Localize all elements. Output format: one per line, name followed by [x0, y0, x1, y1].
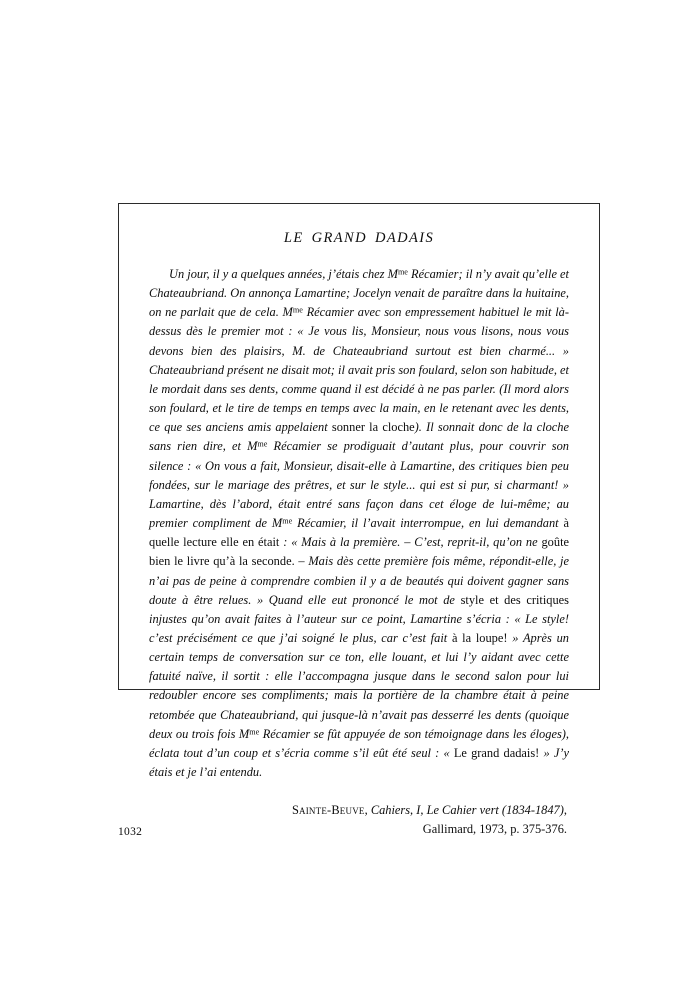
author-name-smallcaps: Sainte-Beuve [291, 803, 365, 818]
text-run-roman: , [563, 803, 567, 818]
excerpt-body-text [149, 265, 569, 782]
page-folio: 1032 [118, 826, 143, 838]
attribution-line [149, 820, 567, 839]
superscript-abbreviation: me [257, 439, 268, 449]
text-run-italic: C’est, reprit-il, qu’on ne [410, 535, 542, 550]
superscript-abbreviation: me [282, 516, 293, 526]
text-run-roman: , [364, 803, 371, 818]
text-run-roman: – [404, 535, 411, 550]
text-run-roman: Gallimard, 1973, p. 375-376. [422, 821, 567, 836]
text-run-roman: style et des critiques [460, 592, 569, 607]
text-run-roman: à la loupe! [451, 630, 508, 645]
text-run-italic: » Après un certain temps de conversation sur ce ton, elle louant, et lui l’y aidant avec cette fatuité naïve, il sortit : elle l’accompagna jusque dans le second salon pour lui redoubler encore ses compliments; mais la portière de la chambre était à peine retombée que Chateaubriand, qui jusque-là n’avait pas desserré les dents (quoique deux ou trois fois M [149, 630, 569, 741]
text-run-roman: à quelle lecture elle en était [149, 516, 569, 550]
text-run-italic: Récamier, il l’avait interrompue, en lui demandant [292, 516, 564, 531]
excerpt-title: LE GRAND DADAIS [283, 230, 435, 246]
excerpt-attribution [149, 801, 569, 838]
superscript-abbreviation: me [249, 727, 260, 737]
text-run-italic: » J’y étais et je l’ai entendu. [149, 745, 569, 780]
text-run-italic: Récamier; il n’y avait qu’elle et Chateaubriand. On annonça Lamartine; Jocelyn venait de paraître dans la huitaine, on ne parlait que de cela. M [149, 267, 569, 320]
text-run-italic: ). Il sonnait donc de la cloche sans rien dire, et M [149, 420, 569, 454]
text-run-italic: Récamier se fût appuyée de son témoignage dans les éloges), éclata tout d’un coup et s’écria comme s’il eût été seul : « [149, 726, 569, 760]
text-run-roman: Le grand dadais! [453, 745, 540, 760]
text-run-italic: Un jour, il y a quelques années, j’étais chez M [169, 267, 398, 281]
excerpt-frame-inner [119, 204, 599, 838]
attribution-line [149, 801, 567, 820]
superscript-abbreviation: me [292, 305, 303, 315]
superscript-abbreviation: me [397, 267, 408, 277]
text-run-italic: : « Mais à la première. [279, 535, 405, 550]
text-run-roman: sonner la cloche [331, 420, 415, 435]
text-run-italic: injustes qu’on avait faites à l’auteur sur ce point, Lamartine s’écria : « Le style! c’est précisément ce que j’ai soigné le plus, car c’est fait [149, 611, 569, 645]
text-run-roman: goûte bien le livre qu’à la seconde. [149, 535, 570, 569]
text-run-italic: Récamier se prodiguait d’autant plus, pour couvrir son silence : « On vous a fait, Monsieur, disait-elle à Lamartine, des critiques bien peu fondées, sur le mariage des prêtres, et sur le style... qui est si pur, si charmant! » Lamartine, dès l’abord, était entré sans façon dans cet éloge de lui-même; au premier compliment de M [149, 439, 570, 531]
text-run-italic: – Mais dès cette première fois même, répondit-elle, je n’ai pas de peine à comprendre combien il y a de beautés qui doivent gagner sans doute à être relues. » Quand elle eut prononcé le mot de [149, 554, 569, 607]
text-run-italic: Récamier avec son empressement habituel le mit là-dessus dès le premier mot : « Je vous lis, Monsieur, nous vous lisons, nous vous devons bien des plaisirs, M. de Chateaubriand surtout est bien charmé... » Chateaubriand présent ne disait mot; il avait pris son foulard, selon son habitude, et le mordait dans ses dents, comme quand il est décidé à ne pas parler. (Il mord alors son foulard, et le tire de temps en temps avec la main, en le retenant avec les dents, ce que ses anciens amis appelaient [149, 305, 569, 435]
text-run-italic: Cahiers, I, Le Cahier vert (1834-1847) [370, 803, 564, 818]
